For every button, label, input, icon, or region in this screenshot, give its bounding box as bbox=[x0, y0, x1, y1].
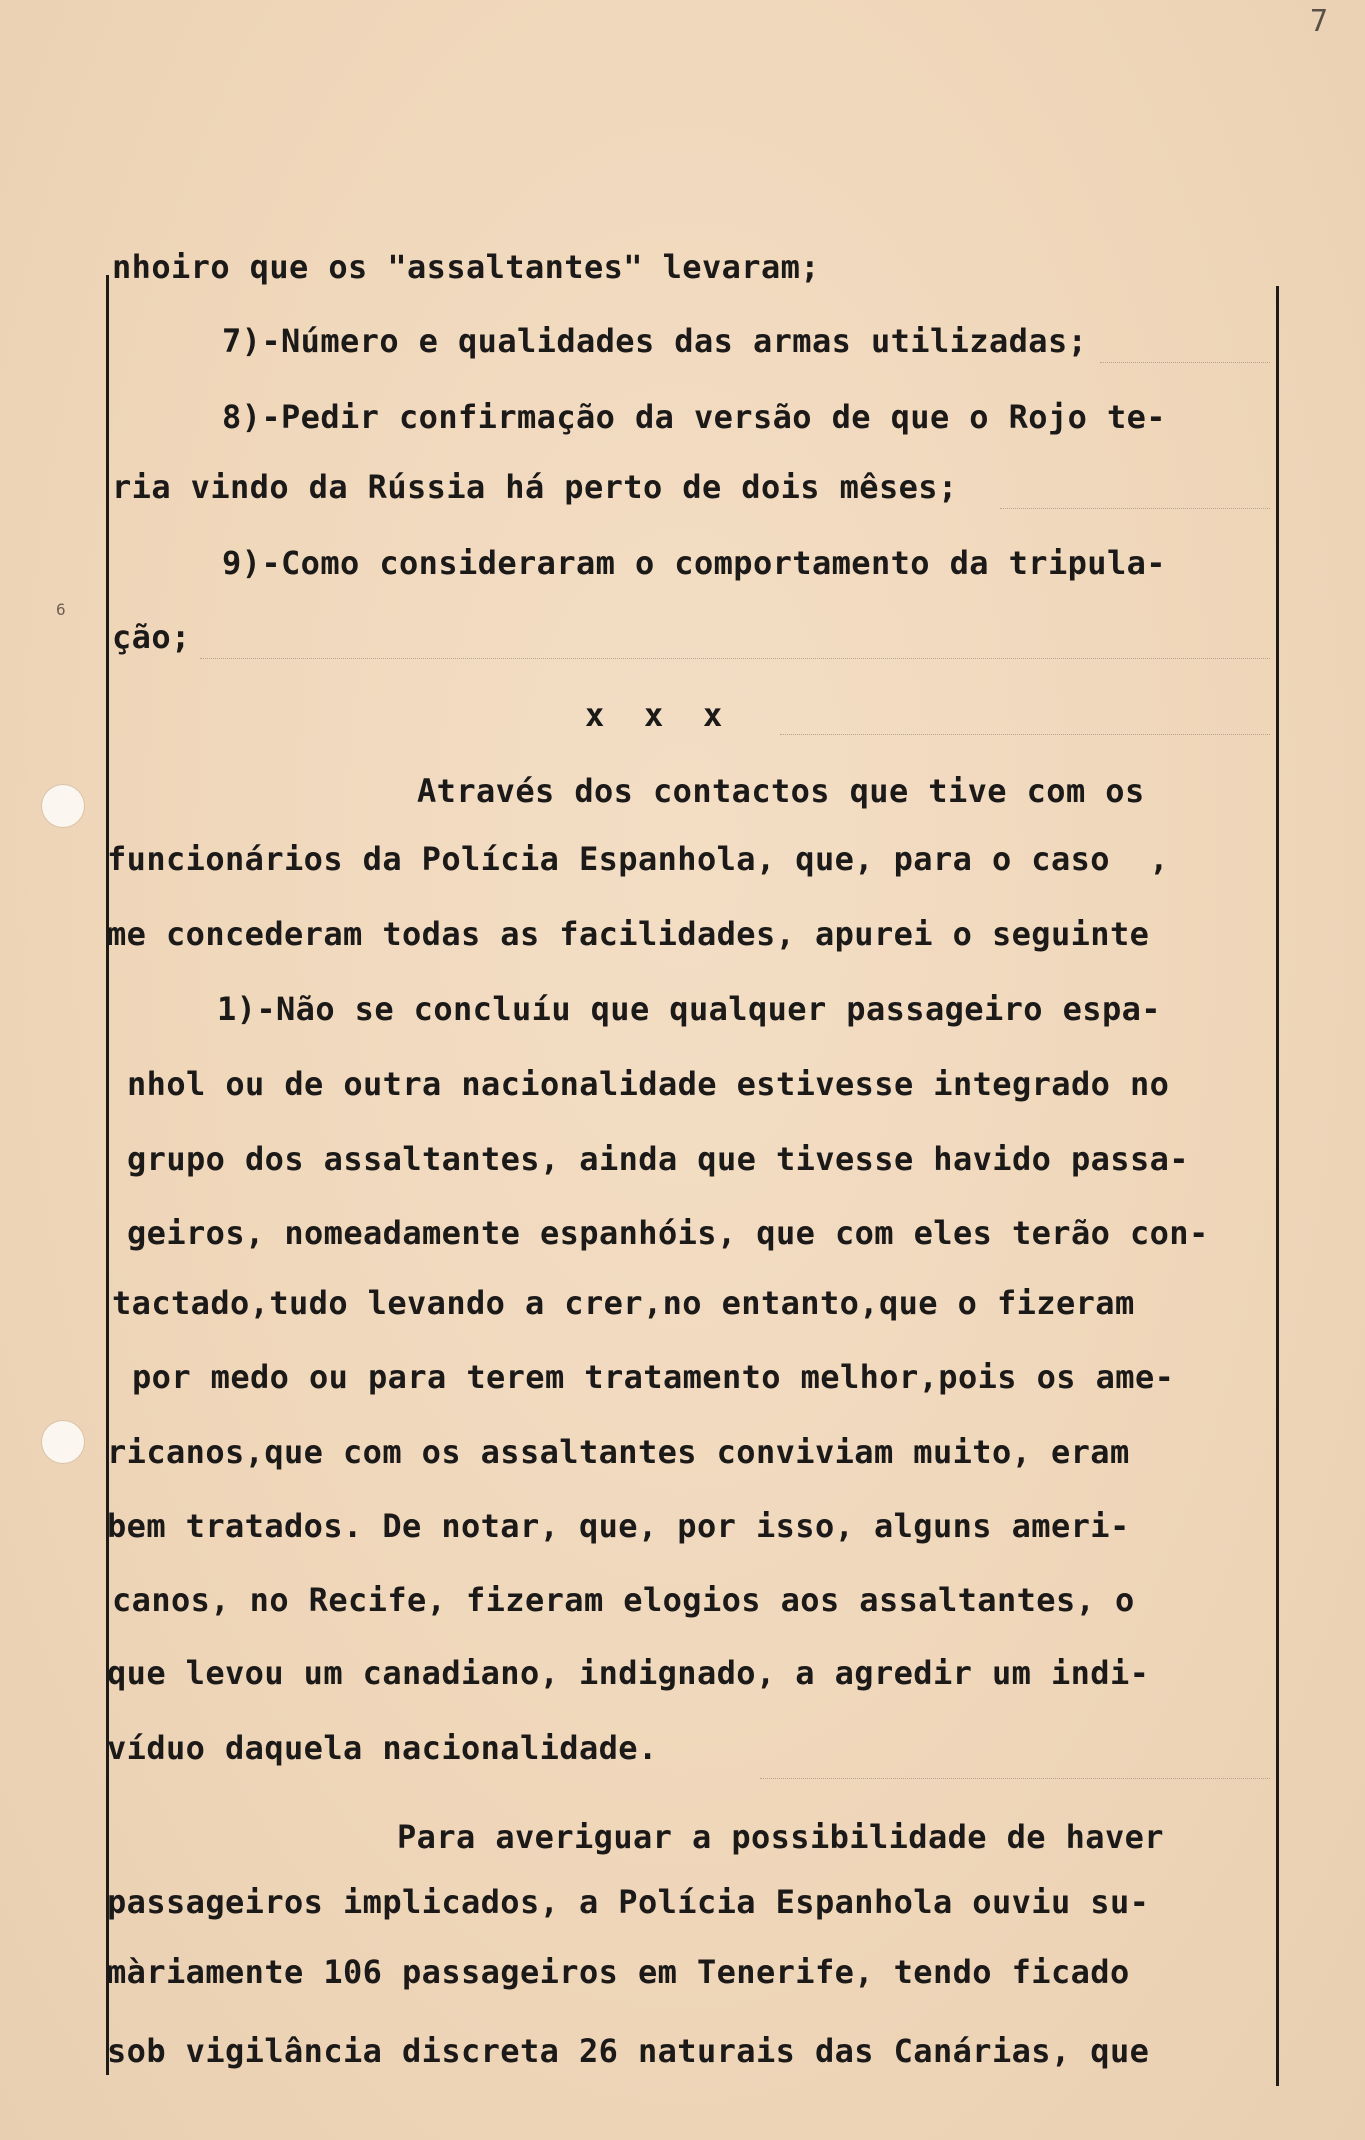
text-line: que levou um canadiano, indignado, a agredir um indi- bbox=[107, 1654, 1150, 1692]
text-line: canos, no Recife, fizeram elogios aos assaltantes, o bbox=[112, 1581, 1135, 1619]
text-line: 1)-Não se concluíu que qualquer passageiro espa- bbox=[217, 990, 1161, 1028]
text-line: sob vigilância discreta 26 naturais das Canárias, que bbox=[107, 2032, 1150, 2070]
text-line: 8)-Pedir confirmação da versão de que o Rojo te- bbox=[222, 398, 1166, 436]
margin-mark: 6 bbox=[56, 600, 66, 619]
text-line: ria vindo da Rússia há perto de dois mêses; bbox=[112, 468, 958, 506]
dotted-leader bbox=[200, 658, 1270, 659]
dotted-leader bbox=[760, 1778, 1270, 1779]
text-line: me concederam todas as facilidades, apurei o seguinte bbox=[107, 915, 1150, 953]
text-line: ção; bbox=[112, 618, 191, 656]
dotted-leader bbox=[1100, 362, 1270, 363]
dotted-leader bbox=[1000, 508, 1270, 509]
text-line: passageiros implicados, a Polícia Espanhola ouviu su- bbox=[107, 1883, 1150, 1921]
text-line: geiros, nomeadamente espanhóis, que com eles terão con- bbox=[127, 1214, 1209, 1252]
text-line: grupo dos assaltantes, ainda que tivesse havido passa- bbox=[127, 1140, 1189, 1178]
text-line: Para averiguar a possibilidade de haver bbox=[397, 1818, 1164, 1856]
page-number: 7 bbox=[1310, 4, 1329, 39]
dotted-leader bbox=[780, 734, 1270, 735]
left-margin-rule bbox=[106, 275, 109, 2075]
text-line: nhol ou de outra nacionalidade estivesse integrado no bbox=[127, 1065, 1170, 1103]
right-margin-rule bbox=[1276, 286, 1279, 2086]
text-line: víduo daquela nacionalidade. bbox=[107, 1729, 658, 1767]
text-line: funcionários da Polícia Espanhola, que, para o caso , bbox=[107, 840, 1169, 878]
text-line: màriamente 106 passageiros em Tenerife, tendo ficado bbox=[107, 1953, 1130, 1991]
punch-hole-top bbox=[41, 784, 85, 828]
text-line: Através dos contactos que tive com os bbox=[417, 772, 1145, 810]
text-line: nhoiro que os "assaltantes" levaram; bbox=[112, 248, 820, 286]
text-line: por medo ou para terem tratamento melhor,pois os ame- bbox=[132, 1358, 1175, 1396]
text-line: bem tratados. De notar, que, por isso, alguns ameri- bbox=[107, 1507, 1130, 1545]
section-separator: x x x bbox=[585, 696, 723, 734]
text-line: ricanos,que com os assaltantes conviviam muito, eram bbox=[107, 1433, 1130, 1471]
text-line: 9)-Como consideraram o comportamento da tripula- bbox=[222, 544, 1166, 582]
text-line: tactado,tudo levando a crer,no entanto,que o fizeram bbox=[112, 1284, 1135, 1322]
punch-hole-bottom bbox=[41, 1420, 85, 1464]
text-line: 7)-Número e qualidades das armas utilizadas; bbox=[222, 322, 1088, 360]
